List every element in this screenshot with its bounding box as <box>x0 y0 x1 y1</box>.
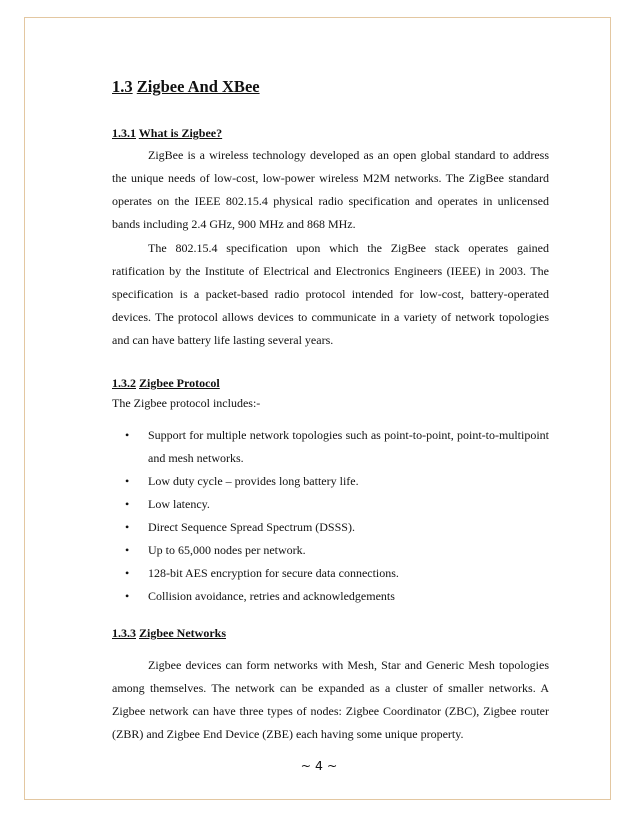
paragraph: ZigBee is a wireless technology developed as an open global standard to address the unique needs of low-cost, low-power wireless M2M networks. The ZigBee standard operates on the IEEE 802.15.4 physical radio specification and operates in unlicensed bands including 2.4 GHz, 900 MHz and 868 MHz. <box>112 148 549 231</box>
section-title: Zigbee And XBee <box>136 77 260 96</box>
section-number: 1.3 <box>112 77 133 96</box>
subsection-title: What is Zigbee? <box>138 126 223 140</box>
subsection-title: Zigbee Networks <box>139 626 226 640</box>
bullet-icon: • <box>125 474 130 488</box>
bullet-icon: • <box>125 520 130 534</box>
list-item: • Support for multiple network topologies such as point-to-point, point-to-multipoint and mesh networks. <box>112 424 549 470</box>
list-item: • Low duty cycle – provides long battery life. <box>112 470 549 493</box>
page-number: ~ 4 ~ <box>300 758 338 773</box>
section-heading <box>112 76 549 98</box>
subsection-number: 1.3.2 <box>112 376 136 390</box>
bullet-icon: • <box>125 543 130 557</box>
bullet-icon: • <box>125 589 130 603</box>
protocol-feature-list <box>112 424 549 608</box>
bullet-icon: • <box>125 566 130 580</box>
list-item: • Direct Sequence Spread Spectrum (DSSS). <box>112 516 549 539</box>
subsection-heading-zigbee-protocol <box>112 375 549 391</box>
subsection-heading-zigbee-networks <box>112 625 549 641</box>
list-item: • Collision avoidance, retries and acknowledgements <box>112 585 549 608</box>
protocol-intro: The Zigbee protocol includes:- <box>112 396 261 410</box>
document-body <box>112 76 549 746</box>
paragraph: Zigbee devices can form networks with Mesh, Star and Generic Mesh topologies among themselves. The network can be expanded as a cluster of smaller networks. A Zigbee network can have three types of nodes: Zigbee Coordinator (ZBC), Zigbee router (ZBR) and Zigbee End Device (ZBE) each having some unique property. <box>112 658 549 741</box>
list-item: • Up to 65,000 nodes per network. <box>112 539 549 562</box>
bullet-icon: • <box>125 497 130 511</box>
subsection-number: 1.3.3 <box>112 626 136 640</box>
bullet-icon: • <box>125 428 130 442</box>
subsection-heading-what-is-zigbee <box>112 125 549 141</box>
subsection-title: Zigbee Protocol <box>139 376 220 390</box>
list-item: • 128-bit AES encryption for secure data connections. <box>112 562 549 585</box>
list-item: • Low latency. <box>112 493 549 516</box>
subsection-number: 1.3.1 <box>112 126 136 140</box>
paragraph: The 802.15.4 specification upon which the ZigBee stack operates gained ratification by the Institute of Electrical and Electronics Engineers (IEEE) in 2003. The specification is a packet-based radio protocol intended for low-cost, battery-operated devices. The protocol allows devices to communicate in a variety of network topologies and can have battery life lasting several years. <box>112 241 549 347</box>
